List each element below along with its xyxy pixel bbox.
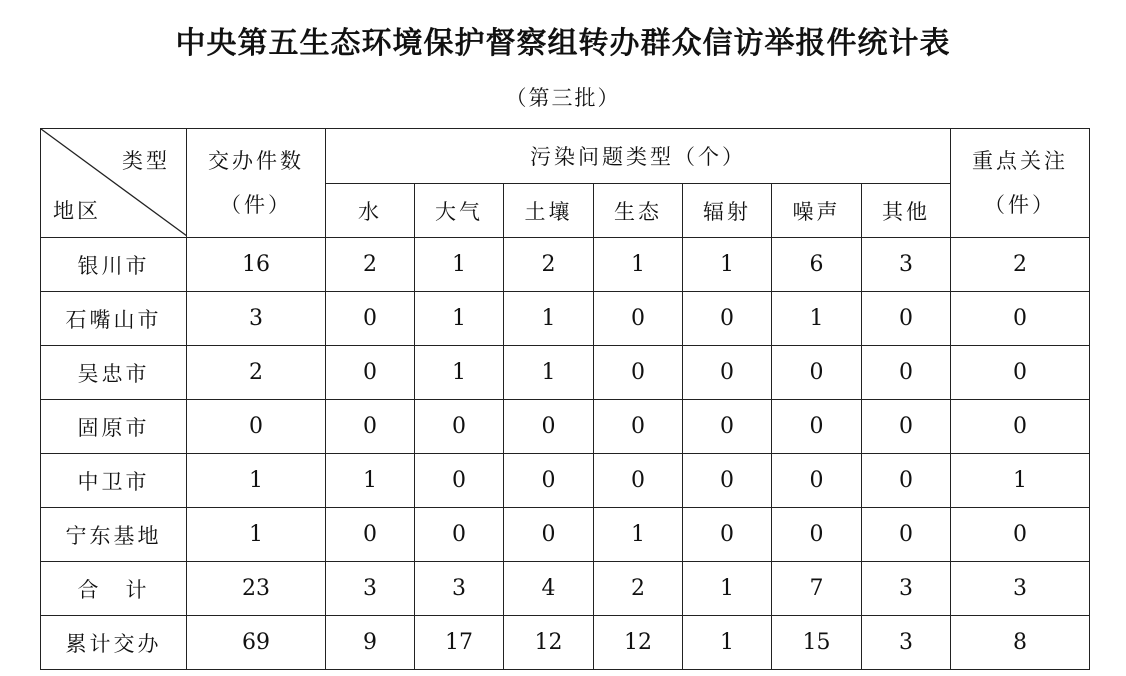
- pollution-count-cell: 0: [683, 400, 772, 454]
- page-subtitle: （第三批）: [505, 86, 621, 110]
- pollution-count-cell: 7: [772, 562, 862, 616]
- pollution-count-cell: 0: [683, 346, 772, 400]
- header-pollution-group: 污染问题类型（个）: [326, 129, 951, 184]
- pollution-count-cell: 0: [683, 454, 772, 508]
- assigned-count-cell: 16: [187, 238, 326, 292]
- table-row: [41, 238, 1090, 292]
- pollution-count-cell: 0: [772, 346, 862, 400]
- pollution-count-cell: 0: [504, 454, 594, 508]
- focus-count-cell: 2: [951, 238, 1090, 292]
- table-row: [41, 508, 1090, 562]
- region-cell: 银川市: [41, 238, 187, 292]
- pollution-count-cell: 2: [594, 562, 683, 616]
- assigned-count-cell: 2: [187, 346, 326, 400]
- assigned-count-cell: 1: [187, 508, 326, 562]
- pollution-count-cell: 12: [594, 616, 683, 670]
- header-type-2: 土壤: [504, 184, 594, 238]
- assigned-count-cell: 23: [187, 562, 326, 616]
- assigned-count-cell: 1: [187, 454, 326, 508]
- header-type-0: 水: [326, 184, 415, 238]
- pollution-count-cell: 0: [415, 454, 504, 508]
- pollution-count-cell: 0: [683, 508, 772, 562]
- pollution-count-cell: 1: [504, 346, 594, 400]
- pollution-count-cell: 1: [772, 292, 862, 346]
- header-assigned-line2: （件）: [220, 193, 292, 217]
- pollution-count-cell: 3: [326, 562, 415, 616]
- assigned-count-cell: 0: [187, 400, 326, 454]
- pollution-count-cell: 2: [326, 238, 415, 292]
- pollution-count-cell: 1: [594, 238, 683, 292]
- pollution-count-cell: 1: [683, 616, 772, 670]
- header-focus-line2: （件）: [984, 193, 1056, 217]
- header-area-label: 地区: [53, 199, 101, 223]
- header-type-label: 类型: [122, 149, 170, 173]
- pollution-count-cell: 0: [862, 400, 951, 454]
- region-cell: 固原市: [41, 400, 187, 454]
- region-cell: 中卫市: [41, 454, 187, 508]
- diagonal-header-cell: [41, 129, 187, 238]
- focus-count-cell: 0: [951, 346, 1090, 400]
- pollution-count-cell: 1: [415, 238, 504, 292]
- pollution-count-cell: 1: [415, 346, 504, 400]
- pollution-count-cell: 3: [415, 562, 504, 616]
- pollution-count-cell: 3: [862, 562, 951, 616]
- table-row: [41, 562, 1090, 616]
- pollution-count-cell: 0: [326, 400, 415, 454]
- pollution-count-cell: 0: [772, 508, 862, 562]
- pollution-count-cell: 17: [415, 616, 504, 670]
- pollution-count-cell: 0: [862, 508, 951, 562]
- region-cell: 宁东基地: [41, 508, 187, 562]
- pollution-count-cell: 0: [594, 400, 683, 454]
- pollution-count-cell: 1: [504, 292, 594, 346]
- header-row-top: [41, 129, 1090, 184]
- header-type-3: 生态: [594, 184, 683, 238]
- pollution-count-cell: 0: [862, 292, 951, 346]
- region-cell: 累计交办: [41, 616, 187, 670]
- pollution-count-cell: 0: [772, 400, 862, 454]
- header-assigned-line1: 交办件数: [208, 149, 304, 173]
- pollution-count-cell: 0: [594, 454, 683, 508]
- region-cell: 吴忠市: [41, 346, 187, 400]
- focus-count-cell: 0: [951, 508, 1090, 562]
- pollution-count-cell: 1: [683, 238, 772, 292]
- header-type-1: 大气: [415, 184, 504, 238]
- pollution-count-cell: 0: [594, 346, 683, 400]
- pollution-count-cell: 2: [504, 238, 594, 292]
- pollution-count-cell: 9: [326, 616, 415, 670]
- focus-count-cell: 1: [951, 454, 1090, 508]
- table-row: [41, 400, 1090, 454]
- header-assigned: [187, 129, 326, 238]
- header-focus-line1: 重点关注: [972, 149, 1068, 173]
- header-focus: [951, 129, 1090, 238]
- pollution-count-cell: 0: [415, 508, 504, 562]
- header-type-4: 辐射: [683, 184, 772, 238]
- pollution-count-cell: 0: [326, 292, 415, 346]
- table-row: [41, 346, 1090, 400]
- pollution-count-cell: 0: [326, 346, 415, 400]
- pollution-count-cell: 1: [326, 454, 415, 508]
- table-row: [41, 454, 1090, 508]
- focus-count-cell: 0: [951, 400, 1090, 454]
- pollution-count-cell: 0: [594, 292, 683, 346]
- table-row: [41, 292, 1090, 346]
- header-type-5: 噪声: [772, 184, 862, 238]
- pollution-count-cell: 1: [594, 508, 683, 562]
- focus-count-cell: 3: [951, 562, 1090, 616]
- pollution-count-cell: 15: [772, 616, 862, 670]
- pollution-count-cell: 0: [683, 292, 772, 346]
- assigned-count-cell: 69: [187, 616, 326, 670]
- pollution-count-cell: 0: [504, 400, 594, 454]
- focus-count-cell: 0: [951, 292, 1090, 346]
- pollution-count-cell: 0: [862, 454, 951, 508]
- region-cell: 石嘴山市: [41, 292, 187, 346]
- pollution-count-cell: 1: [683, 562, 772, 616]
- pollution-count-cell: 0: [862, 346, 951, 400]
- pollution-count-cell: 3: [862, 616, 951, 670]
- pollution-count-cell: 3: [862, 238, 951, 292]
- pollution-count-cell: 12: [504, 616, 594, 670]
- focus-count-cell: 8: [951, 616, 1090, 670]
- pollution-count-cell: 6: [772, 238, 862, 292]
- pollution-count-cell: 1: [415, 292, 504, 346]
- statistics-table: [40, 128, 1090, 670]
- pollution-count-cell: 0: [772, 454, 862, 508]
- page-title: 中央第五生态环境保护督察组转办群众信访举报件统计表: [175, 26, 951, 61]
- pollution-count-cell: 0: [504, 508, 594, 562]
- assigned-count-cell: 3: [187, 292, 326, 346]
- pollution-count-cell: 0: [326, 508, 415, 562]
- header-type-6: 其他: [862, 184, 951, 238]
- pollution-count-cell: 4: [504, 562, 594, 616]
- region-cell: 合 计: [41, 562, 187, 616]
- pollution-count-cell: 0: [415, 400, 504, 454]
- table-row: [41, 616, 1090, 670]
